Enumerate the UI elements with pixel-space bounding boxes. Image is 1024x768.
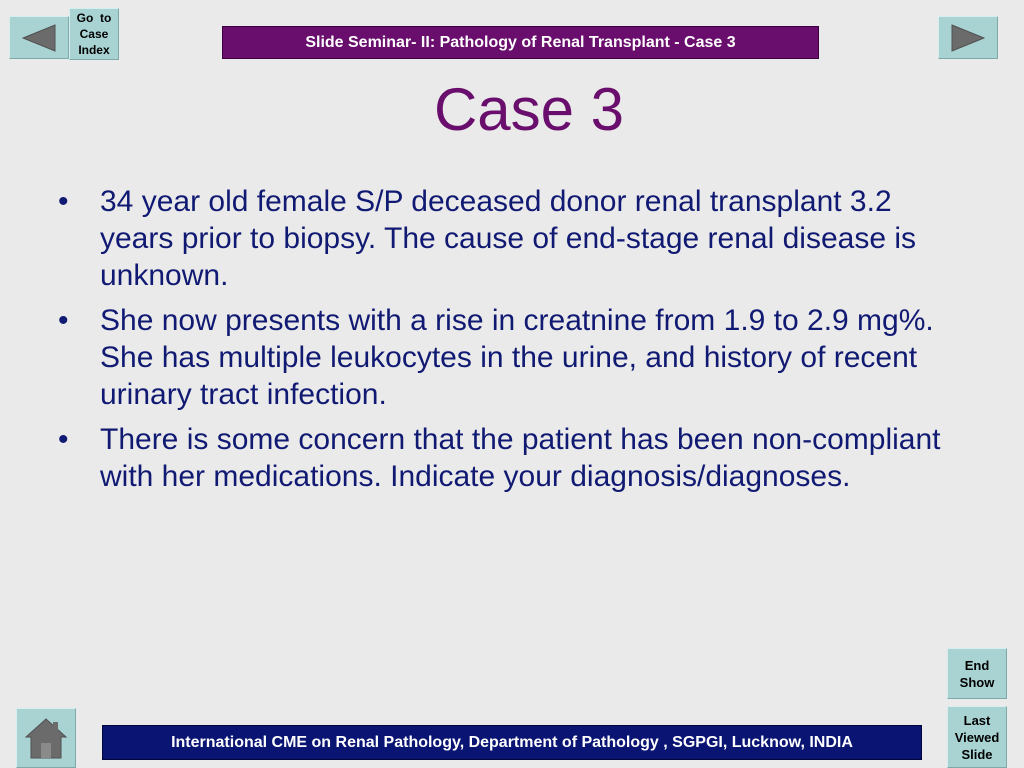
footer-banner xyxy=(102,725,922,760)
triangle-left-icon xyxy=(22,24,56,52)
last-viewed-line-3: Slide xyxy=(961,746,993,762)
slide-title: Case 3 xyxy=(433,76,625,143)
case-index-button[interactable] xyxy=(69,8,119,60)
last-viewed-line-1: Last xyxy=(963,712,991,728)
house-icon xyxy=(24,716,68,760)
bullet-text: There is some concern that the patient has been non-compliant with her medications. Indicate your diagnosis/diagnoses. xyxy=(100,423,941,493)
bullet-list xyxy=(58,183,968,503)
last-viewed-line-2: Viewed xyxy=(954,729,1000,745)
end-show-label xyxy=(960,657,995,691)
last-viewed-label xyxy=(955,712,1000,763)
footer-banner-text: International CME on Renal Pathology, Department of Pathology , SGPGI, Lucknow, INDIA xyxy=(171,733,853,751)
next-slide-button[interactable] xyxy=(938,16,998,59)
end-show-line-2: Show xyxy=(959,674,995,690)
bullet-text: 34 year old female S/P deceased donor renal transplant 3.2 years prior to biopsy. The cause of end-stage renal disease is unknown. xyxy=(100,185,917,292)
bullet-dot: • xyxy=(58,423,69,456)
end-show-button[interactable] xyxy=(947,648,1007,699)
bullet-dot: • xyxy=(58,304,69,337)
header-banner xyxy=(222,26,819,59)
case-index-line-1: Go to xyxy=(76,11,112,25)
case-index-line-3: Index xyxy=(78,43,110,57)
case-index-line-2: Case xyxy=(79,27,109,41)
case-index-label xyxy=(77,10,112,58)
triangle-right-icon xyxy=(951,24,985,52)
previous-slide-button[interactable] xyxy=(9,16,69,59)
bullet-dot: • xyxy=(58,185,69,218)
end-show-line-1: End xyxy=(964,657,990,673)
bullet-item xyxy=(58,183,968,294)
home-button[interactable] xyxy=(16,708,76,768)
bullet-text: She now presents with a rise in creatnine from 1.9 to 2.9 mg%. She has multiple leukocytes in the urine, and history of recent urinary tract infection. xyxy=(100,304,934,411)
bullet-item xyxy=(58,302,968,413)
header-banner-text: Slide Seminar- II: Pathology of Renal Transplant - Case 3 xyxy=(305,33,736,51)
last-viewed-slide-button[interactable] xyxy=(947,706,1007,768)
bullet-item xyxy=(58,421,968,495)
